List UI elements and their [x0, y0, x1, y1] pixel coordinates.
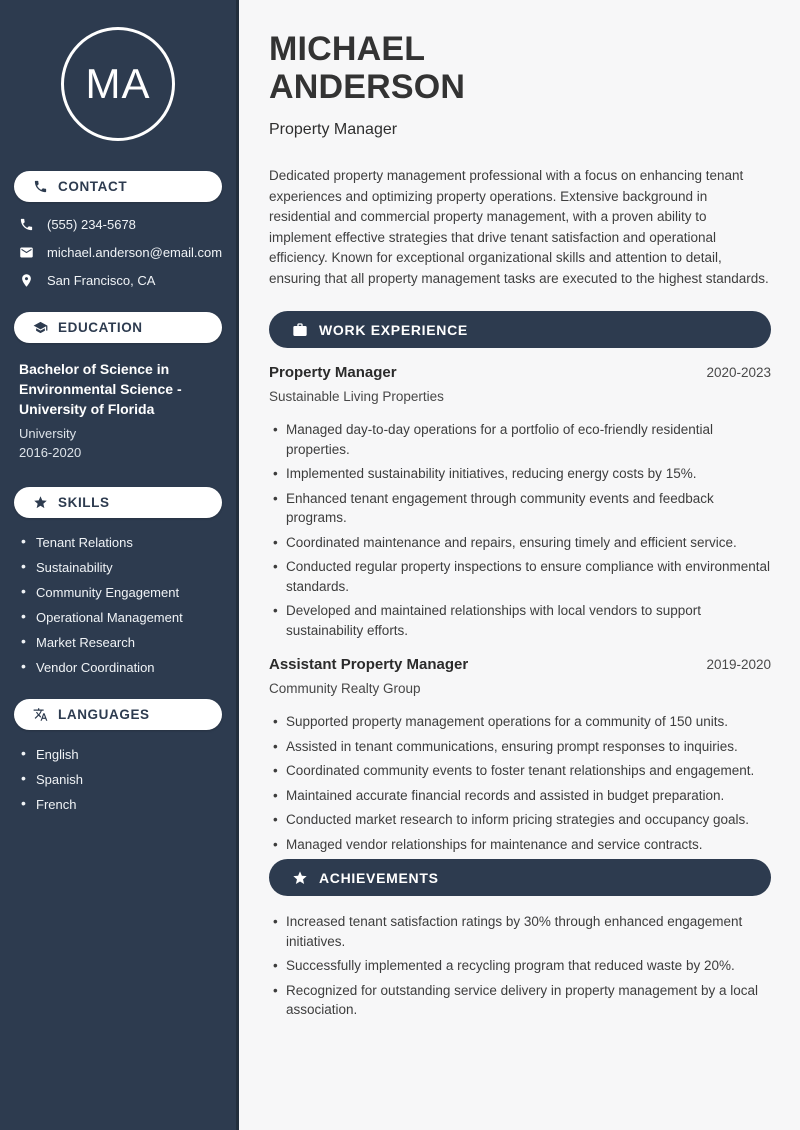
achievements-list — [269, 912, 771, 1020]
phone-icon — [19, 217, 34, 232]
work-experience-section-header — [269, 311, 771, 348]
avatar-initials: MA — [85, 60, 151, 107]
job-dates: 2019-2020 — [706, 657, 771, 672]
candidate-name — [269, 30, 771, 106]
contact-location-row — [19, 266, 224, 294]
phone-icon — [33, 179, 48, 194]
education-degree: Bachelor of Science in Environmental Science - University of Florida — [19, 361, 182, 417]
job-bullet: • Managed vendor relationships for maintenance and service contracts. — [269, 835, 771, 855]
contact-section-header — [14, 171, 222, 202]
contact-phone-value: (555) 234-5678 — [47, 216, 136, 232]
job-title: Assistant Property Manager — [269, 656, 469, 673]
skills-list — [0, 530, 236, 680]
achievements-section-header — [269, 859, 771, 896]
education-institution: University — [19, 426, 77, 441]
achievement-bullet: • Increased tenant satisfaction ratings by 30% through enhanced engagement initiatives. — [269, 912, 771, 951]
skill-item: • Community Engagement — [21, 580, 224, 605]
job-entry — [269, 364, 771, 640]
languages-section-title: LANGUAGES — [58, 707, 150, 722]
candidate-first-name: MICHAEL — [269, 30, 426, 68]
job-bullet: • Managed day-to-day operations for a portfolio of eco-friendly residential properties. — [269, 420, 771, 459]
contact-email-value: michael.anderson@email.com — [47, 244, 223, 260]
achievements-section-title: ACHIEVEMENTS — [319, 869, 439, 886]
candidate-last-name: ANDERSON — [269, 68, 466, 106]
language-item: • English — [21, 742, 224, 767]
avatar — [61, 27, 175, 141]
job-header — [269, 364, 771, 382]
skill-item: • Market Research — [21, 630, 224, 655]
skill-item: • Vendor Coordination — [21, 655, 224, 680]
education-years: 2016-2020 — [19, 445, 82, 460]
job-title: Property Manager — [269, 364, 397, 381]
job-bullet: • Developed and maintained relationships with local vendors to support sustainability efforts. — [269, 601, 771, 640]
contact-email-row — [19, 238, 224, 266]
job-bullet: • Conducted market research to inform pricing strategies and occupancy goals. — [269, 810, 771, 830]
contact-phone-row — [19, 210, 224, 238]
candidate-job-title: Property Manager — [269, 121, 398, 138]
contact-list — [0, 210, 236, 294]
graduation-cap-icon — [33, 320, 48, 335]
star-icon — [33, 495, 48, 510]
job-bullet: • Supported property management operations for a community of 150 units. — [269, 712, 771, 732]
job-bullet: • Maintained accurate financial records and assisted in budget preparation. — [269, 786, 771, 806]
work-experience-section-title: WORK EXPERIENCE — [319, 321, 468, 338]
job-bullet-list — [269, 420, 771, 640]
skill-item: • Tenant Relations — [21, 530, 224, 555]
location-pin-icon — [19, 273, 34, 288]
job-bullet-list — [269, 712, 771, 854]
contact-section-title: CONTACT — [58, 179, 128, 194]
job-company: Sustainable Living Properties — [269, 389, 444, 404]
skills-section-header — [14, 487, 222, 518]
contact-location-value: San Francisco, CA — [47, 272, 156, 288]
job-bullet: • Coordinated maintenance and repairs, ensuring timely and efficient service. — [269, 533, 771, 553]
job-entry — [269, 656, 771, 854]
briefcase-icon — [292, 322, 308, 338]
job-bullet: • Coordinated community events to foster tenant relationships and engagement. — [269, 761, 771, 781]
education-entry — [0, 343, 236, 462]
achievement-bullet: • Recognized for outstanding service delivery in property management by a local association. — [269, 981, 771, 1020]
skill-item: • Sustainability — [21, 555, 224, 580]
education-section-title: EDUCATION — [58, 320, 143, 335]
skills-section-title: SKILLS — [58, 495, 110, 510]
job-bullet: • Enhanced tenant engagement through community events and feedback programs. — [269, 489, 771, 528]
translate-icon — [33, 707, 48, 722]
language-item: • French — [21, 792, 224, 817]
summary-paragraph: Dedicated property management professional with a focus on enhancing tenant experiences and optimizing property operations. Extensive background in residential and commercial property management, with a proven ability to implement effective strategies that drive tenant satisfaction and operational efficiency. Known for exceptional organizational skills and attention to detail, ensuring that all property management tasks are executed to the highest standards. — [269, 168, 769, 286]
job-dates: 2020-2023 — [706, 365, 771, 380]
achievement-bullet: • Successfully implemented a recycling program that reduced waste by 20%. — [269, 956, 771, 976]
education-section-header — [14, 312, 222, 343]
avatar-wrap — [0, 27, 236, 141]
job-bullet: • Implemented sustainability initiatives, reducing energy costs by 15%. — [269, 464, 771, 484]
main-content — [239, 0, 800, 1130]
mail-icon — [19, 245, 34, 260]
sidebar — [0, 0, 239, 1130]
language-item: • Spanish — [21, 767, 224, 792]
job-bullet: • Assisted in tenant communications, ensuring prompt responses to inquiries. — [269, 737, 771, 757]
job-bullet: • Conducted regular property inspections to ensure compliance with environmental standards. — [269, 557, 771, 596]
job-header — [269, 656, 771, 674]
languages-section-header — [14, 699, 222, 730]
star-icon — [292, 870, 308, 886]
skill-item: • Operational Management — [21, 605, 224, 630]
job-company: Community Realty Group — [269, 681, 421, 696]
languages-list — [0, 742, 236, 817]
